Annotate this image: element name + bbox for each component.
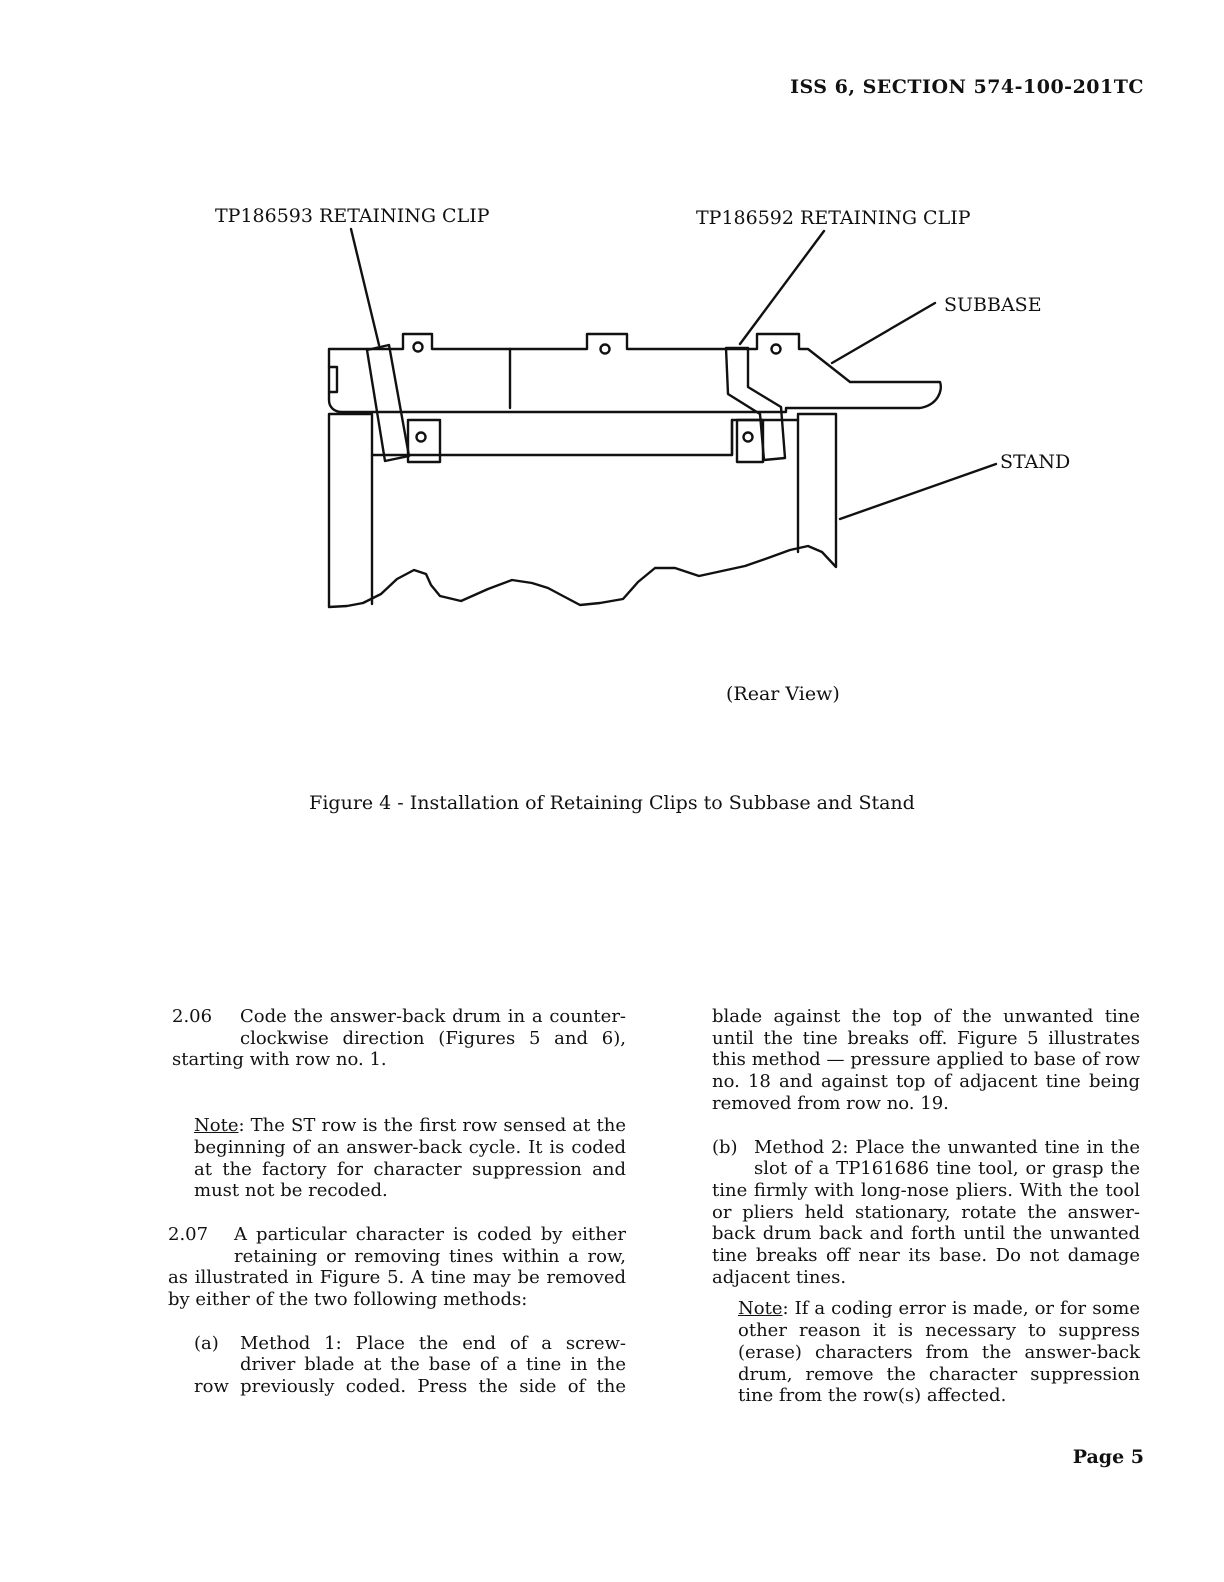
text-line: Method 2: Place the unwanted tine in the bbox=[754, 1136, 1140, 1158]
text-line: starting with row no. 1. bbox=[172, 1049, 387, 1071]
text-line: slot of a TP161686 tine tool, or grasp the bbox=[754, 1158, 1140, 1180]
note-block bbox=[172, 1115, 626, 1202]
method-2-item bbox=[712, 1137, 1140, 1289]
method-1-item bbox=[172, 1333, 626, 1398]
note-block-2 bbox=[712, 1298, 1140, 1407]
label-tp186593-clip: TP186593 RETAINING CLIP bbox=[215, 205, 490, 227]
item-label: (a) bbox=[194, 1332, 219, 1354]
document-header: ISS 6, SECTION 574-100-201TC bbox=[790, 76, 1144, 98]
page-number: Page 5 bbox=[1072, 1446, 1144, 1468]
text-line: retaining or removing tines within a row, bbox=[234, 1245, 626, 1267]
text-line: row previously coded. Press the side of the bbox=[194, 1376, 626, 1398]
text-block: as illustrated in Figure 5. A tine may be removed by either of the two following methods: bbox=[168, 1267, 626, 1311]
paragraph-2-06 bbox=[172, 1006, 626, 1071]
paragraph-number: 2.06 bbox=[172, 1006, 213, 1027]
text-line: Code the answer-back drum in a counter- bbox=[240, 1006, 626, 1027]
left-column bbox=[168, 1006, 626, 1398]
label-subbase: SUBBASE bbox=[944, 294, 1042, 316]
note-label: Note bbox=[194, 1115, 239, 1137]
text-block: tine firmly with long-nose pliers. With the tool or pliers held stationary, rotate the answer-back drum back and forth until the unwanted tine breaks off near its base. Do not damage adjacent tines. bbox=[712, 1179, 1140, 1288]
text-line: Method 1: Place the end of a screw- bbox=[240, 1332, 626, 1354]
label-tp186592-clip: TP186592 RETAINING CLIP bbox=[696, 207, 971, 229]
figure-caption: Figure 4 - Installation of Retaining Clips to Subbase and Stand bbox=[309, 792, 915, 814]
note-label: Note bbox=[738, 1298, 783, 1320]
note-text: : If a coding error is made, or for some other reason it is necessary to suppress (erase) characters from the answer-back drum, remove the character suppression tine from the row(s) affected. bbox=[738, 1298, 1140, 1407]
text-line: clockwise direction (Figures 5 and 6), bbox=[240, 1027, 626, 1049]
note-text: : The ST row is the first row sensed at the beginning of an answer-back cycle. It is coded at the factory for character suppression and must not be recoded. bbox=[194, 1115, 626, 1202]
paragraph-2-07 bbox=[168, 1224, 626, 1311]
item-label: (b) bbox=[712, 1136, 738, 1158]
label-rear-view: (Rear View) bbox=[726, 683, 840, 705]
figure-4 bbox=[0, 0, 1224, 760]
right-column bbox=[712, 1006, 1140, 1407]
text-line: driver blade at the base of a tine in the bbox=[240, 1354, 626, 1376]
label-stand: STAND bbox=[1000, 451, 1071, 473]
method-1-continuation: blade against the top of the unwanted tine until the tine breaks off. Figure 5 illustrates this method — pressure applied to base of row no. 18 and against top of adjacent tine being removed from row no. 19. bbox=[712, 1006, 1140, 1114]
retaining-clip-drawing bbox=[0, 0, 1224, 760]
text-line: A particular character is coded by either bbox=[234, 1223, 626, 1245]
paragraph-number: 2.07 bbox=[168, 1223, 209, 1245]
